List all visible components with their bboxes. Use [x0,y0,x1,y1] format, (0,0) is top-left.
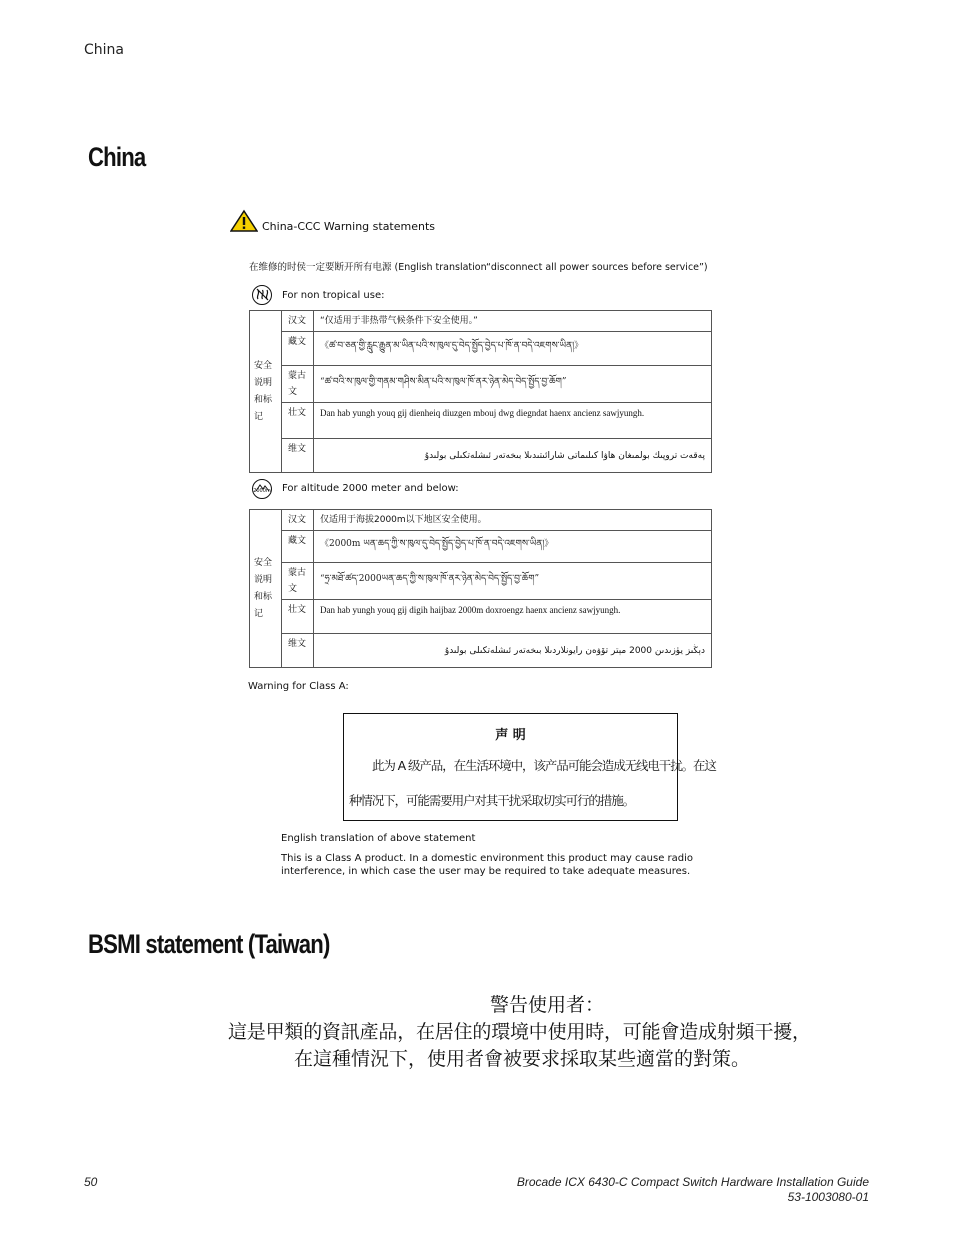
altitude-caption: For altitude 2000 meter and below: [282,483,459,494]
lang-label: 壮文 [282,403,314,439]
bsmi-line-3: 在這種情況下，使用者會被要求採取某些適當的對策。 [294,1048,751,1070]
bsmi-line-2: 這是甲類的資訊產品，在居住的環境中使用時，可能會造成射頻干擾， [228,1021,811,1043]
lang-label: 藏文 [282,332,314,366]
altitude-table [249,509,712,668]
lang-label: 蒙古文 [282,366,314,403]
running-header: China [84,42,124,58]
lang-label: 汉文 [282,311,314,332]
statement-line-2: 种情况下，可能需要用户对其干扰采取切实可行的措施。 [349,793,635,808]
warning-triangle-icon [230,209,258,233]
section-title-bsmi: BSMI statement (Taiwan) [88,929,330,959]
non-tropical-icon [252,285,272,305]
row-text: 《ཚ་བ་ཅན་གྱི་རླུང་རྒྱུན་མ་ཡིན་པའི་ས་ཁུལ་དུ་བེད་སྤྱོད་བྱེད་པ་ཁོ་ན་བདེ་འཇགས་ཡིན།》 [314,332,712,366]
row-text: 仅适用于海拔2000m以下地区安全使用。 [314,510,712,531]
lang-label: 藏文 [282,531,314,563]
lang-label: 壮文 [282,600,314,634]
row-text: 《2000m ཡན་ཆད་ཀྱི་ས་ཁུལ་དུ་བེད་སྤྱོད་བྱེད་པ་ཁོ་ན་བདེ་འཇགས་ཡིན།》 [314,531,712,563]
lang-label: 维文 [282,634,314,668]
statement-line-1: 此为 A 级产品，在生活环境中，该产品可能会造成无线电干扰。在这 [372,758,716,773]
row-text: “ཚ་བའི་ས་ཁུལ་གྱི་གནམ་གཤིས་མིན་པའི་ས་ཁུལ་ཁོ་ནར་ཉེན་མེད་བེད་སྤྱོད་བྱ་ཆོག” [314,366,712,403]
doc-title: Brocade ICX 6430-C Compact Switch Hardware Installation Guide [516,1175,869,1189]
row-text: Dan hab yungh youq gij digih haijbaz 2000m doxroengz haenx ancienz sawjyungh. [314,600,712,634]
row-text: پەقەت تروپىك بولمىغان ھاۋا كىلىماتى شارائىتىدىلا بىخەتەر ئىشلەتكىلى بولىدۇ [314,439,712,473]
page-number: 50 [84,1175,98,1189]
disconnect-notice: 在维修的时侯一定要断开所有电源 (English translation“disconnect all power sources before service”) [249,262,708,273]
section-title-china: China [88,142,146,172]
class-a-caption: Warning for Class A: [248,681,349,692]
lang-label: 维文 [282,439,314,473]
row-text: “ཧྲ་མཐོ་ཚད་2000ཡན་ཆད་ཀྱི་ས་ཁུལ་ཁོ་ནར་ཉེན་མེད་བེད་སྤྱོད་བྱ་ཆོག” [314,563,712,600]
row-text: Dan hab yungh youq gij dienheiq diuzgen mbouj dwg diegndat haenx ancienz sawjyungh. [314,403,712,439]
doc-number: 53-1003080-01 [787,1190,869,1204]
statement-title: 声 明 [495,728,526,743]
side-label: 安全 说明 和标 记 [250,311,282,473]
warning-title: China-CCC Warning statements [262,220,436,233]
non-tropical-table [249,310,712,473]
row-text: دېڭىز يۈزىدىن 2000 مېتر تۆۋەن رايونلاردىلا بىخەتەر ئىشلەتكىلى بولىدۇ [314,634,712,668]
lang-label: 汉文 [282,510,314,531]
class-a-statement-box [343,713,716,821]
row-text: “仅适用于非热带气候条件下安全使用。” [314,311,712,332]
translation-text: This is a Class A product. In a domestic environment this product may cause radio interference, in which case the user may be required to take adequate measures. [281,853,694,877]
non-tropical-caption: For non tropical use: [282,290,385,301]
altitude-icon: 2000m [252,479,272,499]
lang-label: 蒙古文 [282,563,314,600]
side-label: 安全 说明 和标 记 [250,510,282,668]
bsmi-line-1: 警告使用者： [490,994,605,1016]
translation-heading: English translation of above statement [281,833,476,844]
